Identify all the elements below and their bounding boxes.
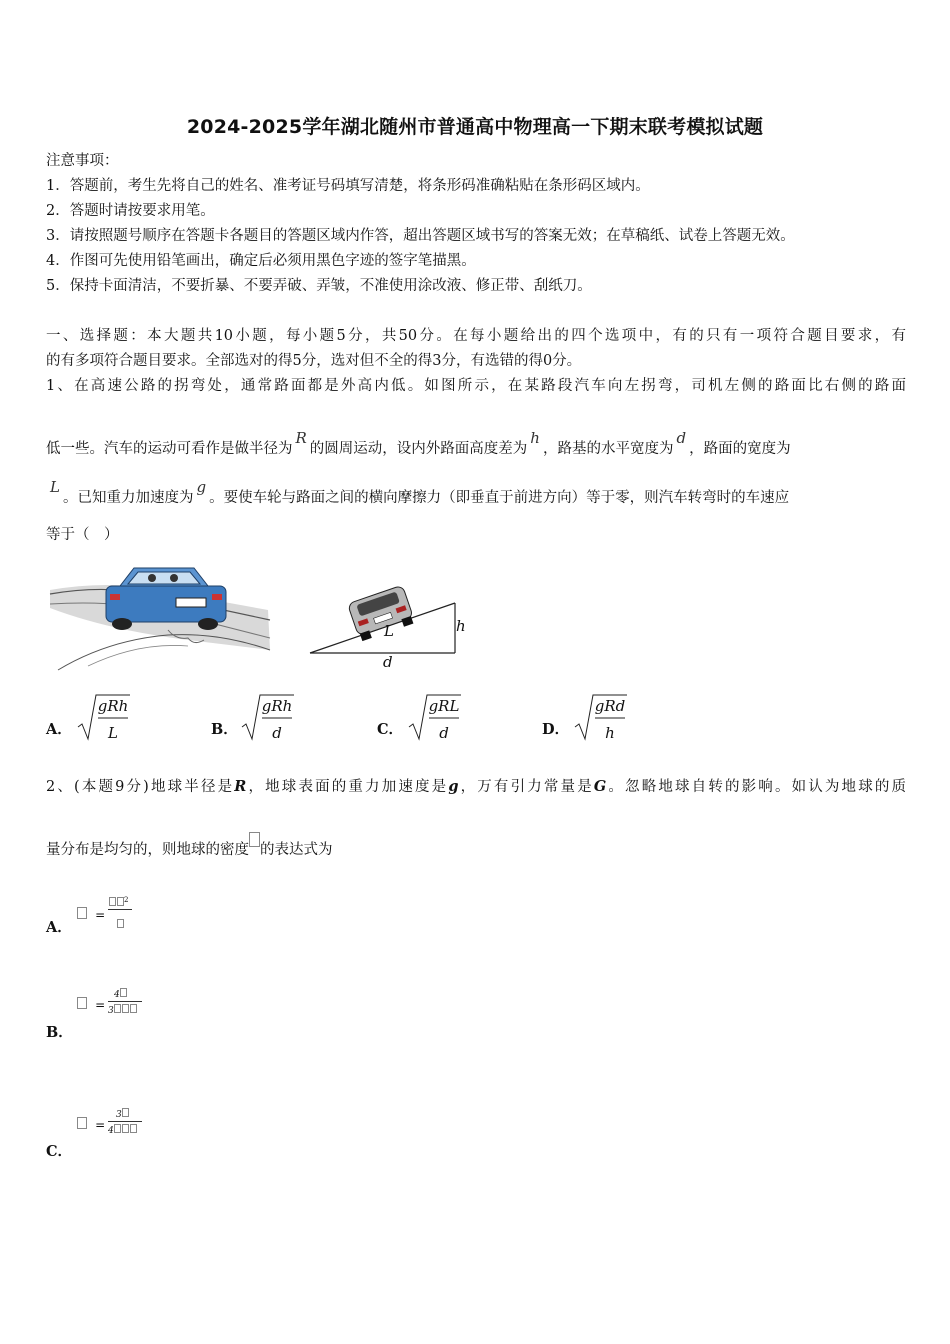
section1-line1: 一、选择题：本大题共10小题，每小题5分，共50分。在每小题给出的四个选项中，有的只有一项符合题目要求，有 xyxy=(46,328,906,344)
incline-label-h: h xyxy=(456,617,466,635)
var-R: R xyxy=(295,429,307,447)
option-b-frac-line xyxy=(108,1001,142,1002)
q1-option-c[interactable]: C． xyxy=(377,721,404,738)
notice-item-2: 2．答题时请按要求用笔。 xyxy=(46,203,215,219)
q2-option-c[interactable]: C． xyxy=(46,1143,73,1160)
notice-item-4: 4．作图可先使用铅笔画出，确定后必须用黑色字迹的签字笔描黑。 xyxy=(46,253,476,269)
option-b-formula: = xyxy=(76,994,108,1013)
option-d-denominator: h xyxy=(605,724,615,742)
q2-line2: 量分布是均匀的，则地球的密度 的表达式为 xyxy=(46,840,333,860)
option-a-denominator: L xyxy=(108,724,118,742)
page-title: 2024-2025学年湖北随州市普通高中物理高一下期末联考模拟试题 xyxy=(186,116,764,138)
option-a-denom xyxy=(116,913,124,932)
notice-item-3: 3．请按照题号顺序在答题卡各题目的答题区域内作答，超出答题区域书写的答案无效；在草稿纸、试卷上答题无效。 xyxy=(46,228,795,244)
incline-label-L: L xyxy=(384,622,394,640)
incline-label-d: d xyxy=(383,653,393,671)
option-c-numerator: gRL xyxy=(428,697,460,715)
var-d: d xyxy=(676,429,687,447)
car-turning-figure xyxy=(48,560,273,672)
option-d-numerator: gRd xyxy=(594,697,626,715)
q1-option-a[interactable]: A． xyxy=(46,721,72,738)
var-g: g xyxy=(196,478,207,496)
q1-option-b[interactable]: B． xyxy=(211,721,238,738)
option-c-frac-line xyxy=(108,1121,142,1122)
q2-line1: 2、(本题9分)地球半径是R，地球表面的重力加速度是g，万有引力常量是G。忽略地球自转的影响。如认为地球的质 xyxy=(46,778,907,795)
option-b-numer: 4 xyxy=(114,988,128,1000)
option-c-denom: 4 xyxy=(108,1124,138,1136)
option-b-denom: 3 xyxy=(108,1004,138,1016)
q1-line1: 1、在高速公路的拐弯处，通常路面都是外高内低。如图所示，在某路段汽车向左拐弯，司机左侧的路面比右侧的路面 xyxy=(46,378,906,394)
q2-option-a[interactable]: A． xyxy=(46,919,72,936)
option-b-denominator: d xyxy=(272,724,282,742)
notice-item-1: 1．答题前，考生先将自己的姓名、准考证号码填写清楚，将条形码准确粘贴在条形码区域内。 xyxy=(46,178,650,194)
option-c-denominator: d xyxy=(439,724,449,742)
var-L: L xyxy=(50,478,60,496)
q2-option-b[interactable]: B． xyxy=(46,1024,73,1041)
notice-heading: 注意事项： xyxy=(46,153,119,169)
option-a-formula: = xyxy=(76,904,108,923)
notice-item-5: 5．保持卡面清洁，不要折暴、不要弄破、弄皱，不准使用涂改液、修正带、刮纸刀。 xyxy=(46,278,592,294)
option-c-formula: = xyxy=(76,1114,108,1133)
option-a-numer: 2 xyxy=(108,896,128,909)
option-c-numer: 3 xyxy=(116,1108,130,1120)
q1-line2: 低一些。汽车的运动可看作是做半径为R的圆周运动，设内外路面高度差为h，路基的水平宽度为d，路面的宽度为 xyxy=(46,429,791,457)
q1-line3: L。已知重力加速度为g。要使车轮与路面之间的横向摩擦力（即垂直于前进方向）等于零，则汽车转弯时的车速应 xyxy=(50,478,790,506)
section1-line2: 的有多项符合题目要求。全部选对的得5分，选对但不全的得3分，有选错的得0分。 xyxy=(46,353,582,369)
var-h: h xyxy=(530,429,540,447)
option-a-numerator: gRh xyxy=(97,697,129,715)
option-b-numerator: gRh xyxy=(261,697,293,715)
option-a-frac-line xyxy=(108,909,132,910)
missing-glyph-rho xyxy=(249,832,260,847)
q1-option-d[interactable]: D． xyxy=(542,721,570,738)
q1-line4: 等于（ ） xyxy=(46,527,119,543)
